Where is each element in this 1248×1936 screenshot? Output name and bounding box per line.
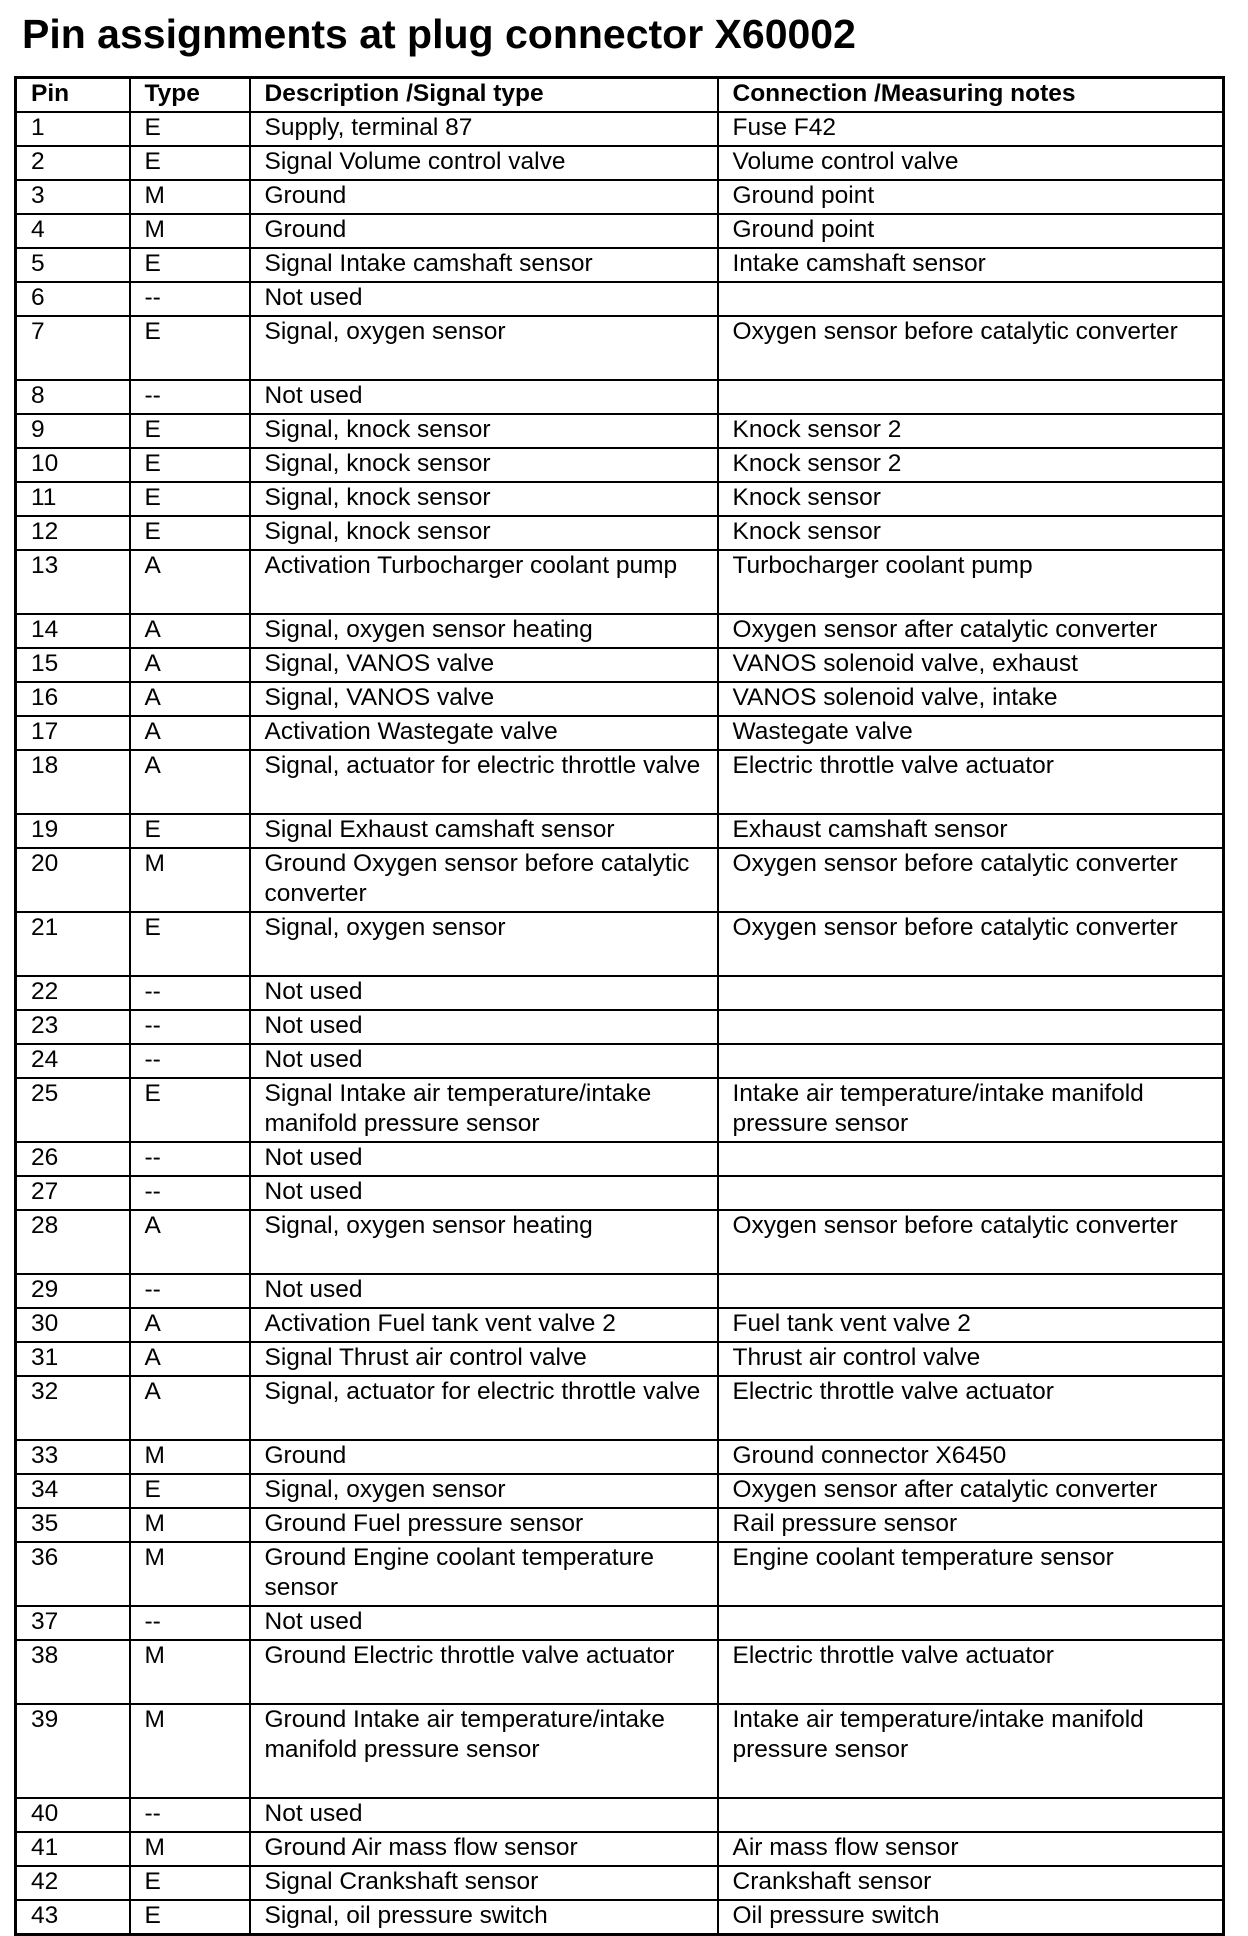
table-row xyxy=(16,550,1224,614)
connection-cell: Electric throttle valve actuator xyxy=(718,1640,1224,1704)
table-row xyxy=(16,214,1224,248)
table-row xyxy=(16,1440,1224,1474)
pin-cell: 30 xyxy=(16,1308,130,1342)
table-row xyxy=(16,1798,1224,1832)
description-cell: Signal, oxygen sensor heating xyxy=(250,614,718,648)
pin-cell: 28 xyxy=(16,1210,130,1274)
connection-cell: Electric throttle valve actuator xyxy=(718,750,1224,814)
type-cell: A xyxy=(130,614,250,648)
type-cell: E xyxy=(130,516,250,550)
table-row xyxy=(16,112,1224,146)
type-cell: -- xyxy=(130,1044,250,1078)
type-cell: -- xyxy=(130,1798,250,1832)
table-row xyxy=(16,814,1224,848)
pin-cell: 25 xyxy=(16,1078,130,1142)
connection-cell: Oxygen sensor before catalytic converter xyxy=(718,316,1224,380)
type-cell: E xyxy=(130,448,250,482)
page-title: Pin assignments at plug connector X60002 xyxy=(22,11,856,57)
table-row xyxy=(16,848,1224,912)
type-cell: M xyxy=(130,1704,250,1798)
table-row xyxy=(16,750,1224,814)
connection-cell: Intake camshaft sensor xyxy=(718,248,1224,282)
description-cell: Signal, knock sensor xyxy=(250,448,718,482)
connection-cell xyxy=(718,1798,1224,1832)
table-row xyxy=(16,1640,1224,1704)
description-cell: Not used xyxy=(250,1142,718,1176)
pin-assignment-table xyxy=(14,76,1225,1936)
description-cell: Ground Intake air temperature/intake manifold pressure sensor xyxy=(250,1704,718,1798)
header-pin: Pin xyxy=(16,78,130,113)
description-cell: Ground Oxygen sensor before catalytic converter xyxy=(250,848,718,912)
description-cell: Ground Fuel pressure sensor xyxy=(250,1508,718,1542)
table-row xyxy=(16,414,1224,448)
table-row xyxy=(16,482,1224,516)
table-row xyxy=(16,1376,1224,1440)
pin-cell: 32 xyxy=(16,1376,130,1440)
description-cell: Supply, terminal 87 xyxy=(250,112,718,146)
description-cell: Not used xyxy=(250,1274,718,1308)
connection-cell: Intake air temperature/intake manifold pressure sensor xyxy=(718,1078,1224,1142)
table-row xyxy=(16,716,1224,750)
description-cell: Not used xyxy=(250,976,718,1010)
table-row xyxy=(16,976,1224,1010)
description-cell: Ground Air mass flow sensor xyxy=(250,1832,718,1866)
table-row xyxy=(16,448,1224,482)
type-cell: E xyxy=(130,814,250,848)
type-cell: -- xyxy=(130,282,250,316)
description-cell: Signal, oxygen sensor xyxy=(250,912,718,976)
pin-cell: 22 xyxy=(16,976,130,1010)
pin-cell: 14 xyxy=(16,614,130,648)
table-row xyxy=(16,1704,1224,1798)
table-row xyxy=(16,1900,1224,1935)
table-row xyxy=(16,1832,1224,1866)
pin-cell: 4 xyxy=(16,214,130,248)
pin-cell: 24 xyxy=(16,1044,130,1078)
type-cell: M xyxy=(130,1832,250,1866)
connection-cell: VANOS solenoid valve, intake xyxy=(718,682,1224,716)
header-description: Description /Signal type xyxy=(250,78,718,113)
pin-cell: 29 xyxy=(16,1274,130,1308)
connection-cell: Wastegate valve xyxy=(718,716,1224,750)
pin-cell: 19 xyxy=(16,814,130,848)
connection-cell xyxy=(718,1176,1224,1210)
description-cell: Not used xyxy=(250,1798,718,1832)
connection-cell xyxy=(718,1606,1224,1640)
pin-cell: 3 xyxy=(16,180,130,214)
type-cell: M xyxy=(130,1542,250,1606)
connection-cell: Ground point xyxy=(718,214,1224,248)
table-row xyxy=(16,1274,1224,1308)
table-header-row xyxy=(16,78,1224,113)
table-row xyxy=(16,912,1224,976)
connection-cell: Knock sensor xyxy=(718,482,1224,516)
type-cell: -- xyxy=(130,1606,250,1640)
description-cell: Signal Thrust air control valve xyxy=(250,1342,718,1376)
type-cell: -- xyxy=(130,1010,250,1044)
description-cell: Not used xyxy=(250,1044,718,1078)
type-cell: E xyxy=(130,1900,250,1935)
connection-cell: Crankshaft sensor xyxy=(718,1866,1224,1900)
pin-cell: 40 xyxy=(16,1798,130,1832)
pin-cell: 21 xyxy=(16,912,130,976)
pin-cell: 7 xyxy=(16,316,130,380)
pin-cell: 15 xyxy=(16,648,130,682)
description-cell: Signal, actuator for electric throttle valve xyxy=(250,1376,718,1440)
connection-cell: Ground point xyxy=(718,180,1224,214)
pin-cell: 35 xyxy=(16,1508,130,1542)
table-row xyxy=(16,180,1224,214)
description-cell: Not used xyxy=(250,282,718,316)
pin-cell: 12 xyxy=(16,516,130,550)
type-cell: E xyxy=(130,912,250,976)
type-cell: -- xyxy=(130,1274,250,1308)
pin-cell: 8 xyxy=(16,380,130,414)
connection-cell: Oxygen sensor after catalytic converter xyxy=(718,1474,1224,1508)
table-row xyxy=(16,1866,1224,1900)
connection-cell: Intake air temperature/intake manifold pressure sensor xyxy=(718,1704,1224,1798)
table-row xyxy=(16,1078,1224,1142)
connection-cell: Volume control valve xyxy=(718,146,1224,180)
type-cell: -- xyxy=(130,1176,250,1210)
connection-cell: VANOS solenoid valve, exhaust xyxy=(718,648,1224,682)
table-row xyxy=(16,146,1224,180)
pin-cell: 41 xyxy=(16,1832,130,1866)
description-cell: Signal Intake camshaft sensor xyxy=(250,248,718,282)
description-cell: Signal, oil pressure switch xyxy=(250,1900,718,1935)
table-row xyxy=(16,1508,1224,1542)
description-cell: Ground xyxy=(250,214,718,248)
connection-cell: Electric throttle valve actuator xyxy=(718,1376,1224,1440)
description-cell: Ground xyxy=(250,1440,718,1474)
description-cell: Signal, oxygen sensor xyxy=(250,1474,718,1508)
table-row xyxy=(16,1542,1224,1606)
pin-cell: 33 xyxy=(16,1440,130,1474)
type-cell: E xyxy=(130,1474,250,1508)
connection-cell: Rail pressure sensor xyxy=(718,1508,1224,1542)
pin-cell: 37 xyxy=(16,1606,130,1640)
pin-cell: 1 xyxy=(16,112,130,146)
description-cell: Signal, VANOS valve xyxy=(250,648,718,682)
type-cell: E xyxy=(130,146,250,180)
connection-cell: Thrust air control valve xyxy=(718,1342,1224,1376)
type-cell: A xyxy=(130,1210,250,1274)
connection-cell: Fuel tank vent valve 2 xyxy=(718,1308,1224,1342)
pin-cell: 26 xyxy=(16,1142,130,1176)
type-cell: A xyxy=(130,1376,250,1440)
type-cell: A xyxy=(130,716,250,750)
table-row xyxy=(16,614,1224,648)
pin-cell: 10 xyxy=(16,448,130,482)
type-cell: -- xyxy=(130,1142,250,1176)
type-cell: E xyxy=(130,1866,250,1900)
type-cell: E xyxy=(130,248,250,282)
connection-cell xyxy=(718,1142,1224,1176)
table-row xyxy=(16,380,1224,414)
table-row xyxy=(16,648,1224,682)
header-connection: Connection /Measuring notes xyxy=(718,78,1224,113)
description-cell: Signal, knock sensor xyxy=(250,482,718,516)
pin-cell: 11 xyxy=(16,482,130,516)
type-cell: E xyxy=(130,1078,250,1142)
description-cell: Signal, oxygen sensor heating xyxy=(250,1210,718,1274)
connection-cell: Knock sensor xyxy=(718,516,1224,550)
pin-cell: 2 xyxy=(16,146,130,180)
pin-cell: 5 xyxy=(16,248,130,282)
table-row xyxy=(16,1142,1224,1176)
description-cell: Ground xyxy=(250,180,718,214)
description-cell: Signal, knock sensor xyxy=(250,516,718,550)
table-row xyxy=(16,682,1224,716)
table-row xyxy=(16,248,1224,282)
description-cell: Activation Fuel tank vent valve 2 xyxy=(250,1308,718,1342)
type-cell: -- xyxy=(130,380,250,414)
description-cell: Signal Crankshaft sensor xyxy=(250,1866,718,1900)
table-row xyxy=(16,1606,1224,1640)
type-cell: M xyxy=(130,214,250,248)
description-cell: Activation Wastegate valve xyxy=(250,716,718,750)
table-row xyxy=(16,1474,1224,1508)
type-cell: M xyxy=(130,180,250,214)
type-cell: A xyxy=(130,750,250,814)
connection-cell: Oxygen sensor before catalytic converter xyxy=(718,912,1224,976)
header-type: Type xyxy=(130,78,250,113)
type-cell: M xyxy=(130,848,250,912)
description-cell: Signal Intake air temperature/intake manifold pressure sensor xyxy=(250,1078,718,1142)
pin-cell: 31 xyxy=(16,1342,130,1376)
description-cell: Signal, actuator for electric throttle valve xyxy=(250,750,718,814)
type-cell: E xyxy=(130,316,250,380)
description-cell: Signal Exhaust camshaft sensor xyxy=(250,814,718,848)
connection-cell: Air mass flow sensor xyxy=(718,1832,1224,1866)
description-cell: Not used xyxy=(250,380,718,414)
table-row xyxy=(16,516,1224,550)
table-row xyxy=(16,282,1224,316)
type-cell: A xyxy=(130,1342,250,1376)
connection-cell: Exhaust camshaft sensor xyxy=(718,814,1224,848)
description-cell: Activation Turbocharger coolant pump xyxy=(250,550,718,614)
table-row xyxy=(16,1210,1224,1274)
connection-cell xyxy=(718,1010,1224,1044)
connection-cell: Oil pressure switch xyxy=(718,1900,1224,1935)
type-cell: M xyxy=(130,1640,250,1704)
connection-cell: Fuse F42 xyxy=(718,112,1224,146)
pin-cell: 18 xyxy=(16,750,130,814)
table-row xyxy=(16,1044,1224,1078)
pin-cell: 38 xyxy=(16,1640,130,1704)
description-cell: Ground Electric throttle valve actuator xyxy=(250,1640,718,1704)
pin-cell: 6 xyxy=(16,282,130,316)
pin-cell: 20 xyxy=(16,848,130,912)
pin-cell: 9 xyxy=(16,414,130,448)
pin-cell: 27 xyxy=(16,1176,130,1210)
type-cell: A xyxy=(130,682,250,716)
table-row xyxy=(16,1308,1224,1342)
description-cell: Not used xyxy=(250,1606,718,1640)
connection-cell: Turbocharger coolant pump xyxy=(718,550,1224,614)
pin-cell: 13 xyxy=(16,550,130,614)
connection-cell xyxy=(718,282,1224,316)
type-cell: A xyxy=(130,1308,250,1342)
description-cell: Signal Volume control valve xyxy=(250,146,718,180)
type-cell: M xyxy=(130,1508,250,1542)
description-cell: Signal, VANOS valve xyxy=(250,682,718,716)
pin-cell: 17 xyxy=(16,716,130,750)
type-cell: E xyxy=(130,414,250,448)
connection-cell: Oxygen sensor before catalytic converter xyxy=(718,848,1224,912)
description-cell: Not used xyxy=(250,1010,718,1044)
table-body xyxy=(16,112,1224,1935)
pin-cell: 43 xyxy=(16,1900,130,1935)
pin-cell: 23 xyxy=(16,1010,130,1044)
pin-cell: 16 xyxy=(16,682,130,716)
pin-cell: 42 xyxy=(16,1866,130,1900)
table-row xyxy=(16,1010,1224,1044)
connection-cell xyxy=(718,380,1224,414)
description-cell: Not used xyxy=(250,1176,718,1210)
type-cell: E xyxy=(130,112,250,146)
pin-cell: 39 xyxy=(16,1704,130,1798)
description-cell: Signal, knock sensor xyxy=(250,414,718,448)
connection-cell: Oxygen sensor before catalytic converter xyxy=(718,1210,1224,1274)
connection-cell: Ground connector X6450 xyxy=(718,1440,1224,1474)
connection-cell: Engine coolant temperature sensor xyxy=(718,1542,1224,1606)
connection-cell xyxy=(718,1044,1224,1078)
type-cell: A xyxy=(130,550,250,614)
pin-cell: 36 xyxy=(16,1542,130,1606)
description-cell: Signal, oxygen sensor xyxy=(250,316,718,380)
type-cell: -- xyxy=(130,976,250,1010)
table-row xyxy=(16,316,1224,380)
type-cell: A xyxy=(130,648,250,682)
connection-cell: Knock sensor 2 xyxy=(718,448,1224,482)
connection-cell xyxy=(718,1274,1224,1308)
connection-cell xyxy=(718,976,1224,1010)
type-cell: M xyxy=(130,1440,250,1474)
table-row xyxy=(16,1176,1224,1210)
type-cell: E xyxy=(130,482,250,516)
pin-cell: 34 xyxy=(16,1474,130,1508)
description-cell: Ground Engine coolant temperature sensor xyxy=(250,1542,718,1606)
connection-cell: Knock sensor 2 xyxy=(718,414,1224,448)
connection-cell: Oxygen sensor after catalytic converter xyxy=(718,614,1224,648)
table-row xyxy=(16,1342,1224,1376)
